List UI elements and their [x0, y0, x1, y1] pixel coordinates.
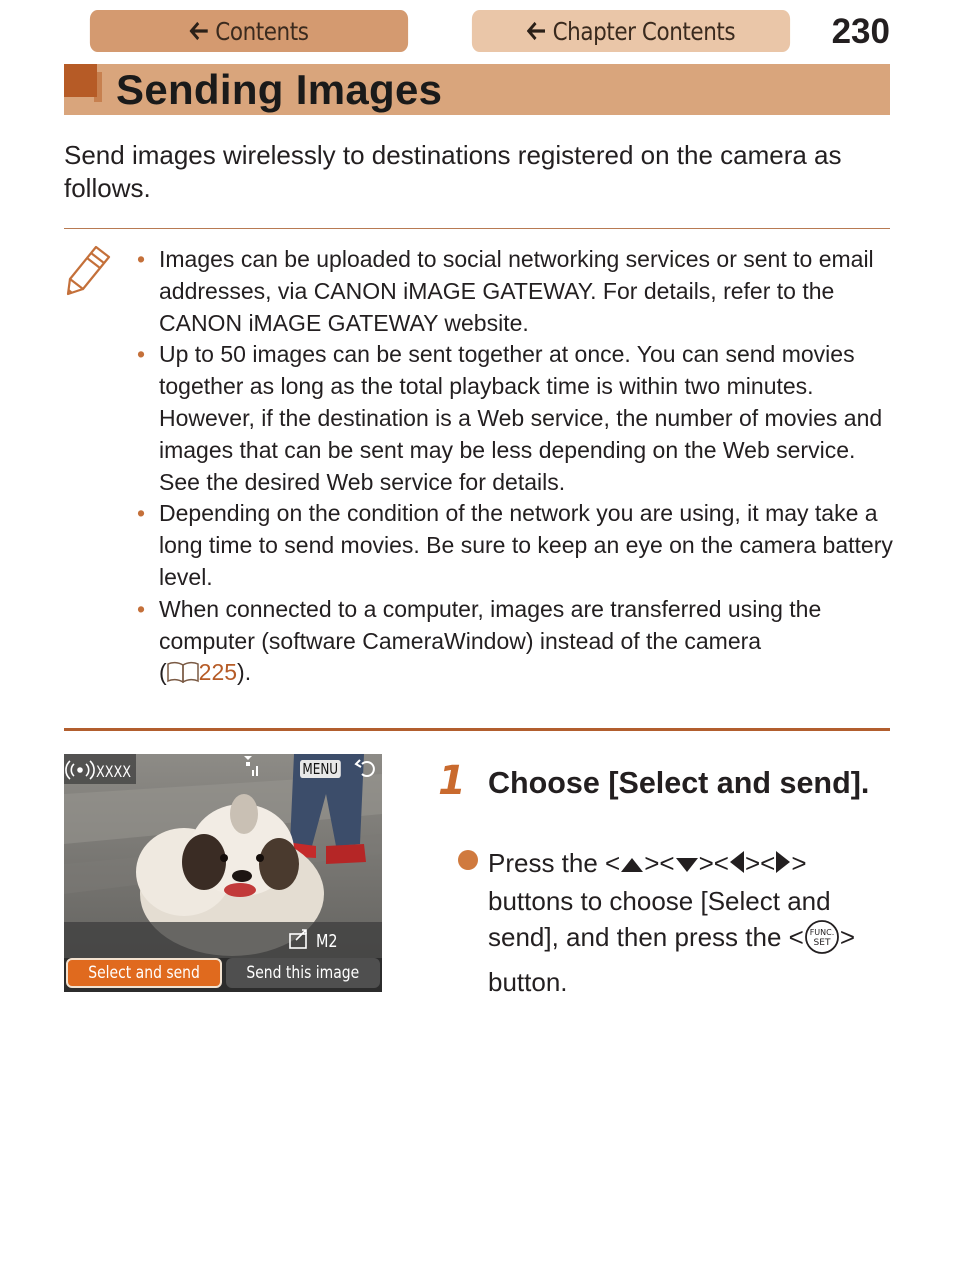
step-number: 1 — [438, 758, 466, 804]
dog-photo — [64, 754, 382, 992]
menu-button[interactable]: MENU — [300, 760, 341, 778]
camera-screen — [64, 754, 382, 992]
step-bullet — [458, 850, 478, 870]
func-set-icon — [804, 919, 840, 965]
list-item: • Up to 50 images can be sent together at once. You can send movies together as long as the total playback time is within two minutes. However, if the destination is a Web service, the number of movies and images that can be sent may be less depending on the Web service. See the desired Web service for details. — [137, 341, 883, 495]
arrow-left-icon — [189, 21, 208, 41]
contents-button[interactable] — [90, 10, 408, 52]
select-and-send-button[interactable]: Select and send — [66, 958, 222, 988]
image-size-label: M2 — [316, 931, 338, 952]
up-arrow-icon — [620, 848, 644, 884]
list-item: • Depending on the condition of the network you are using, it may take a long time to send movies. Be sure to keep an eye on the camera battery level. — [137, 500, 893, 590]
intro-text: Send images wirelessly to destinations registered on the camera as follows. — [64, 140, 842, 203]
divider — [64, 228, 890, 229]
chapter-contents-label: Chapter Contents — [552, 16, 736, 46]
svg-text:FUNC.: FUNC. — [809, 928, 835, 937]
left-arrow-icon — [729, 848, 745, 884]
contents-label: Contents — [215, 16, 309, 46]
book-icon — [167, 660, 199, 692]
section-divider — [64, 728, 890, 731]
svg-text:SET: SET — [813, 938, 831, 948]
pencil-icon — [66, 244, 112, 303]
send-this-image-button[interactable]: Send this image — [226, 958, 380, 988]
device-name: XXXX — [96, 762, 132, 781]
page-reference-link[interactable]: 225 — [167, 659, 237, 685]
down-arrow-icon — [675, 848, 699, 884]
title-decoration-square — [64, 64, 97, 97]
list-item: • When connected to a computer, images are transferred using the computer (software CameraWindow) instead of the camera ( 225). — [134, 594, 894, 692]
page-title: Sending Images — [116, 66, 443, 113]
list-item: • Images can be uploaded to social networking services or sent to email addresses, via CANON iMAGE GATEWAY. For details, refer to the CANON iMAGE GATEWAY website. — [137, 246, 874, 336]
step-instructions: Press the < >< >< >< > buttons to choose [Select and send], and then press the < FUNC. SET > button. — [488, 848, 856, 997]
step-title: Choose [Select and send]. — [488, 766, 870, 800]
right-arrow-icon — [775, 848, 791, 884]
notes-list — [134, 244, 894, 692]
page-number: 230 — [831, 12, 890, 51]
arrow-left-icon — [527, 21, 546, 41]
chapter-contents-button[interactable] — [472, 10, 790, 52]
